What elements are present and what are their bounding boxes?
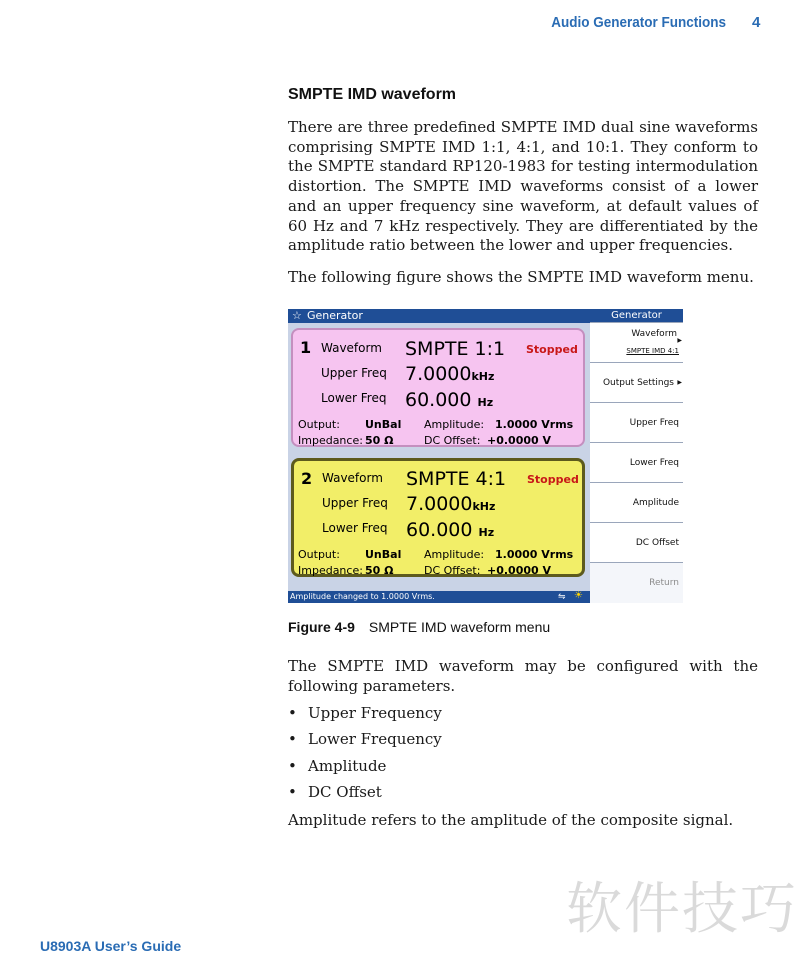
output-label: Output: bbox=[298, 548, 340, 561]
lower-freq-softkey-label: Lower Freq bbox=[629, 458, 679, 468]
sun-icon: ☆ bbox=[292, 309, 302, 322]
channel-number: 1 bbox=[300, 338, 312, 357]
lower-freq-label: Lower Freq bbox=[321, 391, 387, 405]
softkey-panel-title: Generator bbox=[590, 309, 683, 322]
upper-freq-softkey[interactable] bbox=[590, 402, 683, 442]
dc-offset-softkey-label: DC Offset bbox=[635, 538, 679, 548]
amplitude-label: Amplitude: bbox=[424, 548, 485, 561]
status-message: Amplitude changed to 1.0000 Vrms. bbox=[290, 592, 435, 601]
closing-paragraph: Amplitude refers to the amplitude of the composite signal. bbox=[288, 811, 734, 829]
upper-freq-unit: kHz bbox=[471, 370, 495, 383]
watermark: 软件技巧 bbox=[566, 877, 798, 942]
waveform-softkey[interactable] bbox=[590, 322, 683, 362]
list-item bbox=[288, 757, 442, 783]
channel-2-panel[interactable] bbox=[291, 458, 585, 577]
waveform-value: SMPTE 4:1 bbox=[406, 468, 507, 490]
chapter-title: Audio Generator Functions bbox=[551, 14, 726, 31]
screen-statusbar bbox=[288, 591, 590, 603]
bullet-icon: • bbox=[288, 756, 297, 775]
waveform-value: SMPTE 1:1 bbox=[405, 338, 506, 360]
dc-offset-softkey[interactable] bbox=[590, 522, 683, 562]
impedance-label: Impedance: bbox=[298, 434, 363, 447]
amplitude-label: Amplitude: bbox=[424, 418, 485, 431]
footer-guide-title: U8903A User’s Guide bbox=[40, 938, 182, 954]
impedance-label: Impedance: bbox=[298, 564, 363, 577]
dc-offset-value: +0.0000 V bbox=[487, 434, 552, 447]
output-value: UnBal bbox=[365, 548, 402, 561]
lower-freq-readout bbox=[406, 519, 494, 541]
dc-offset-label: DC Offset: bbox=[424, 434, 481, 447]
list-item-text: Upper Frequency bbox=[308, 704, 442, 722]
figure-number: Figure 4-9 bbox=[288, 619, 355, 635]
return-softkey[interactable] bbox=[590, 562, 683, 603]
dc-offset-label: DC Offset: bbox=[424, 564, 481, 577]
list-item-text: DC Offset bbox=[308, 782, 382, 801]
parameter-list bbox=[288, 704, 442, 809]
status-badge: Stopped bbox=[527, 473, 579, 486]
lower-freq-readout bbox=[405, 389, 493, 411]
output-value: UnBal bbox=[365, 418, 402, 431]
screen-titlebar bbox=[288, 309, 590, 323]
sun-status-icon: ☀ bbox=[574, 590, 583, 601]
waveform-softkey-value: SMPTE IMD 4:1 bbox=[626, 347, 679, 355]
submenu-arrow-icon: ▶ bbox=[677, 337, 682, 344]
channel-1-panel[interactable] bbox=[291, 328, 585, 447]
amplitude-softkey[interactable] bbox=[590, 482, 683, 522]
list-item bbox=[288, 730, 442, 756]
figure-caption-text: SMPTE IMD waveform menu bbox=[368, 619, 551, 635]
figure-intro-paragraph: The following figure shows the SMPTE IMD waveform menu. bbox=[288, 268, 754, 286]
upper-freq-label: Upper Freq bbox=[321, 366, 387, 380]
upper-freq-softkey-label: Upper Freq bbox=[629, 418, 679, 428]
lower-freq-unit: Hz bbox=[477, 396, 494, 409]
output-label: Output: bbox=[298, 418, 340, 431]
upper-freq-value: 7.0000 bbox=[405, 363, 472, 385]
amplitude-value: 1.0000 Vrms bbox=[495, 548, 574, 561]
waveform-softkey-label: Waveform bbox=[631, 329, 677, 339]
softkey-panel bbox=[590, 309, 683, 603]
impedance-value: 50 Ω bbox=[365, 434, 394, 447]
waveform-label: Waveform bbox=[321, 341, 382, 355]
upper-freq-label: Upper Freq bbox=[322, 496, 388, 510]
list-item bbox=[288, 704, 442, 730]
generator-screen bbox=[288, 309, 683, 603]
lower-freq-label: Lower Freq bbox=[322, 521, 388, 535]
status-badge: Stopped bbox=[526, 343, 578, 356]
amplitude-softkey-label: Amplitude bbox=[632, 498, 679, 508]
amplitude-value: 1.0000 Vrms bbox=[495, 418, 574, 431]
waveform-label: Waveform bbox=[322, 471, 383, 485]
channel-number: 2 bbox=[301, 469, 313, 488]
output-settings-softkey[interactable] bbox=[590, 362, 683, 402]
lower-freq-value: 60.000 bbox=[405, 389, 472, 411]
impedance-value: 50 Ω bbox=[365, 564, 394, 577]
upper-freq-readout bbox=[405, 363, 494, 385]
return-softkey-label: Return bbox=[649, 578, 679, 588]
intro-paragraph: There are three predefined SMPTE IMD dual sine waveforms comprising SMPTE IMD 1:1, 4:1, and 10:1. They conform to the SMPTE standard RP120-1983 for testing intermodulation distortion. The SMPTE IMD waveforms consist of a lower and an upper frequency sine waveform, at default values of 60 Hz and 7 kHz respectively. They are differentiated by the amplitude ratio between the lower and upper frequencies. bbox=[288, 118, 758, 255]
upper-freq-readout bbox=[406, 493, 495, 515]
upper-freq-unit: kHz bbox=[472, 500, 496, 513]
channel-area bbox=[288, 323, 590, 591]
usb-icon: ⇋ bbox=[558, 592, 566, 602]
bullet-icon: • bbox=[288, 782, 297, 801]
figure-caption bbox=[288, 619, 550, 635]
lower-freq-value: 60.000 bbox=[406, 519, 473, 541]
list-item-text: Lower Frequency bbox=[308, 730, 442, 749]
section-title: SMPTE IMD waveform bbox=[288, 86, 457, 103]
lower-freq-softkey[interactable] bbox=[590, 442, 683, 482]
lower-freq-unit: Hz bbox=[478, 526, 495, 539]
chapter-number: 4 bbox=[752, 14, 761, 31]
upper-freq-value: 7.0000 bbox=[406, 493, 473, 515]
dc-offset-value: +0.0000 V bbox=[487, 564, 552, 577]
output-settings-label: Output Settings bbox=[602, 378, 674, 388]
list-item bbox=[288, 783, 442, 809]
submenu-arrow-icon: ▶ bbox=[677, 379, 682, 386]
screen-title: Generator bbox=[307, 309, 363, 322]
list-item-text: Amplitude bbox=[308, 756, 387, 775]
bullet-icon: • bbox=[288, 704, 297, 722]
bullet-icon: • bbox=[288, 730, 297, 749]
parameters-intro-paragraph: The SMPTE IMD waveform may be configured with the following parameters. bbox=[288, 657, 758, 695]
